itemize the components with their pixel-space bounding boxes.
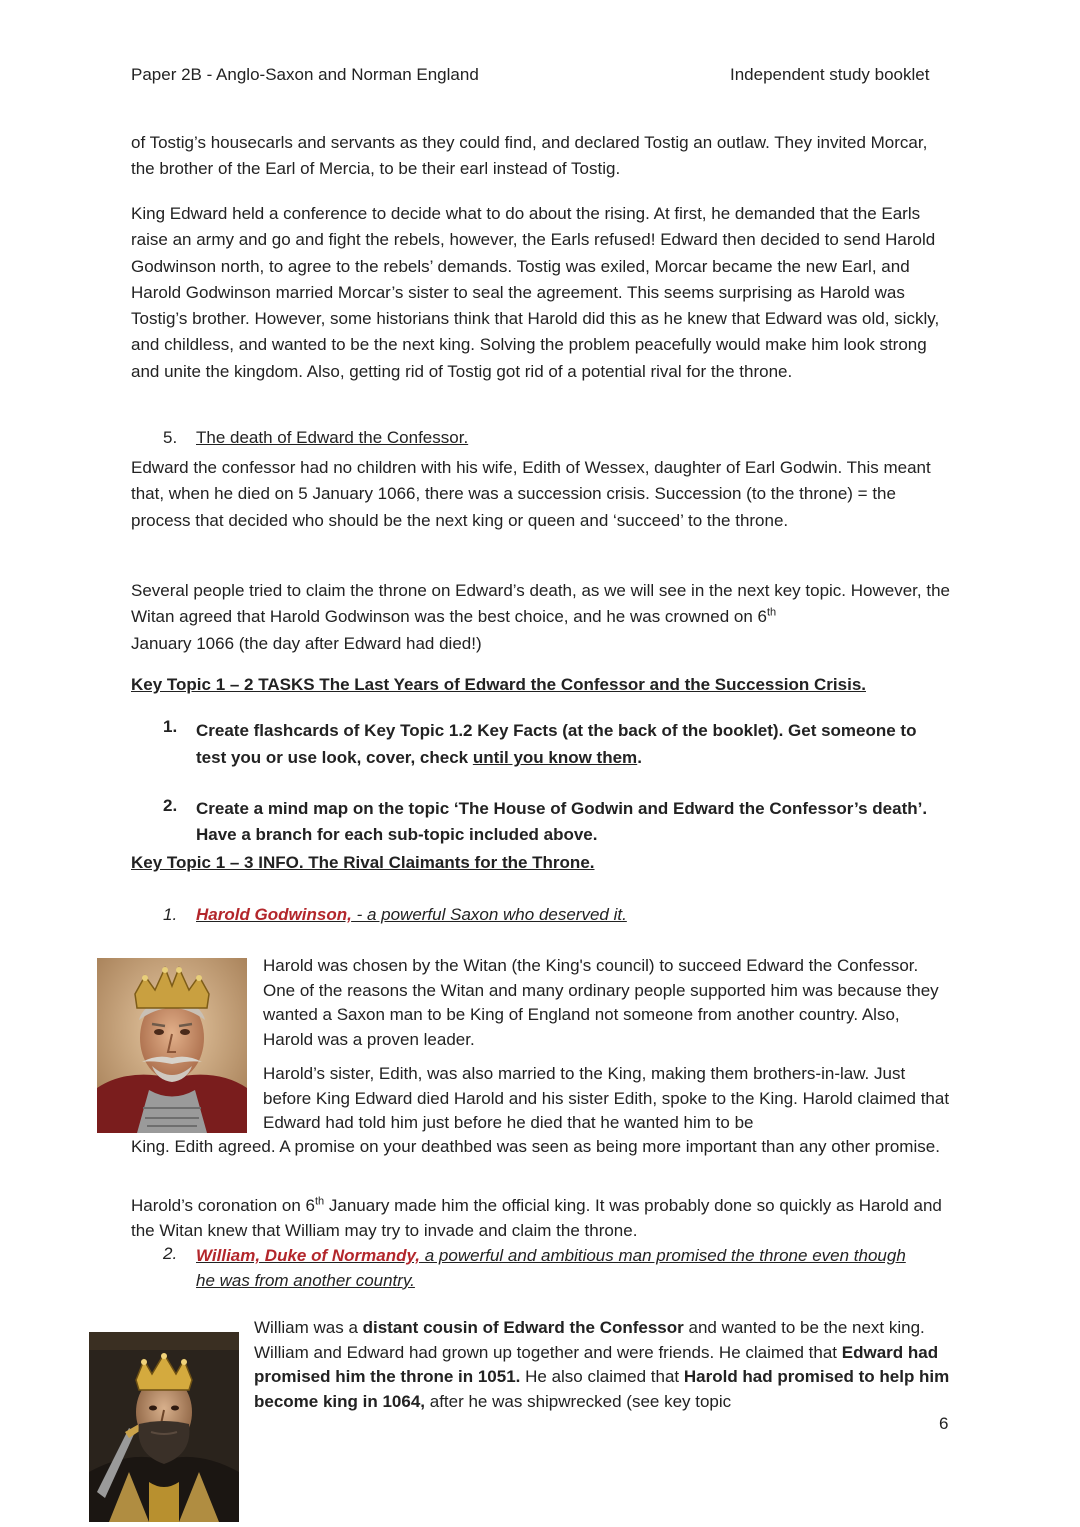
harold-paragraph-2b: King. Edith agreed. A promise on your deathbed was seen as being more important than any other promise. (131, 1137, 940, 1156)
header-right: Independent study booklet (730, 65, 930, 84)
para4-text: Several people tried to claim the throne on Edward’s death, as we will see in the next key topic. However, the Witan agreed that Harold Godwinson was the best choice, and he was crowned on 6 (131, 581, 950, 627)
task-1-number: 1. (163, 717, 178, 736)
harold-paragraph-1: Harold was chosen by the Witan (the King's council) to succeed Edward the Confessor. One of the reasons the Witan and many ordinary people supported him was because they wanted a Saxon man to be King of England not someone from another country. Also, Harold was a proven leader. (263, 956, 939, 1049)
task-1-text (196, 717, 956, 771)
tasks-heading: Key Topic 1 – 2 TASKS The Last Years of Edward the Confessor and the Succession Crisis. (131, 675, 866, 694)
section-5-title: The death of Edward the Confessor. (196, 428, 469, 447)
info-heading: Key Topic 1 – 3 INFO. The Rival Claimants for the Throne. (131, 853, 595, 872)
harold-portrait (97, 958, 247, 1133)
section-5-number: 5. (163, 428, 178, 447)
coronation-text-b: January made him the official king. It was probably done so quickly as Harold and the Witan knew that William may try to invade and claim the throne. (131, 1196, 942, 1240)
paragraph-tostig-outlaw: of Tostig’s housecarls and servants as they could find, and declared Tostig an outlaw. They invited Morcar, the brother of the Earl of Mercia, to be their earl instead of Tostig. (131, 133, 928, 179)
page-number: 6 (939, 1414, 949, 1433)
paragraph-succession: Edward the confessor had no children with his wife, Edith of Wessex, daughter of Earl Godwin. This meant that, when he died on 5 January 1066, there was a succession crisis. Succession (to the throne) = the process that decided who should be the next king or queen and ‘succeed’ to the throne. (131, 458, 931, 530)
harold-paragraph-2a: Harold’s sister, Edith, was also married to the King, making them brothers-in-law. Just before King Edward died Harold and his sister Edith, spoke to the King. Harold claimed that Edward had told him just before he died that he wanted him to be (263, 1064, 950, 1132)
william-bold-3: Harold had promised to help him become king in 1064, (254, 1367, 950, 1411)
task-1-line2: test you or use look, cover, check (196, 748, 473, 767)
header-left: Paper 2B - Anglo-Saxon and Norman England (131, 65, 479, 84)
task-1-line1: Create flashcards of Key Topic 1.2 Key Facts (at the back of the booklet). Get someone to (196, 721, 917, 740)
william-text-2: and wanted to be the next king. William and Edward had grown up together and were friends. He claimed that (254, 1318, 925, 1362)
claimant-1-number: 1. (163, 905, 178, 924)
william-portrait (89, 1332, 239, 1522)
task-2-line2: Have a branch for each sub-topic included above. (196, 825, 598, 844)
harold-portrait-image (97, 958, 247, 1133)
william-bold-2: Edward had promised him the throne in 1051. (254, 1342, 939, 1386)
claimant-2-heading (196, 1244, 916, 1293)
task-2-text (196, 796, 956, 848)
task-1-end: . (637, 748, 642, 767)
william-paragraph (254, 1316, 954, 1414)
william-portrait-image (89, 1332, 239, 1522)
paragraph-conference: King Edward held a conference to decide what to do about the rising. At first, he demanded that the Earls raise an army and go and fight the rebels, however, the Earls refused! Edward then decided to send Harold Godwinson north, to agree to the rebels’ demands. Tostig was exiled, Morcar became the new Earl, and Harold Godwinson married Morcar’s sister to seal the agreement. This seems surprising as Harold was Tostig’s brother. However, some historians think that Harold did this as he knew that Edward was old, sickly, and childless, and wanted to be the next king. Solving the problem peacefully would make him look strong and unite the kingdom. Also, getting rid of Tostig got rid of a potential rival for the throne. (131, 204, 940, 381)
coronation-sup: th (314, 1195, 325, 1208)
claimant-1-name: Harold Godwinson, (196, 905, 352, 924)
task-2-number: 2. (163, 796, 178, 815)
william-bold-1: distant cousin of Edward the Confessor (362, 1318, 684, 1337)
claimant-2-desc: a powerful and ambitious man promised the throne even though he was from another country. (196, 1246, 906, 1290)
task-1-underlined: until you know them (472, 748, 638, 767)
william-text-4: after he was shipwrecked (see key topic (425, 1391, 732, 1411)
claimant-1-heading (196, 905, 627, 925)
william-text-1: William was a (254, 1318, 363, 1337)
para4-sup: th (766, 606, 777, 619)
harold-coronation-paragraph (131, 1194, 951, 1243)
william-text-3: He also claimed that (520, 1367, 684, 1386)
para4-end: January 1066 (the day after Edward had died!) (131, 633, 482, 653)
coronation-text-a: Harold’s coronation on 6 (131, 1196, 315, 1215)
claimant-2-name: William, Duke of Normandy, (196, 1246, 421, 1265)
paragraph-witan-choice (131, 578, 951, 657)
task-2-line1: Create a mind map on the topic ‘The House of Godwin and Edward the Confessor’s death’. (196, 799, 928, 818)
claimant-2-number: 2. (163, 1244, 178, 1263)
claimant-1-desc: - a powerful Saxon who deserved it. (351, 905, 627, 924)
